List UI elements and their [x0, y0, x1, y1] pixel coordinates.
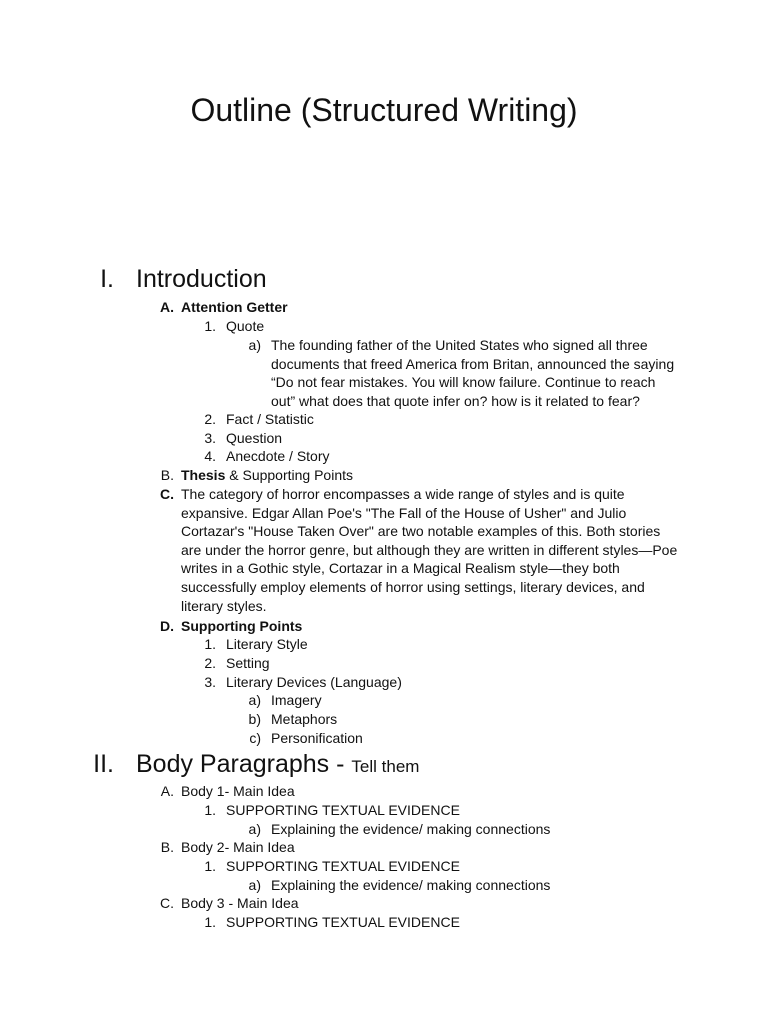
section-heading: Body Paragraphs - [136, 750, 352, 778]
thesis-label: Thesis [181, 467, 226, 483]
outline-item-thesis-statement [0, 485, 768, 617]
item-marker: A. [160, 783, 174, 799]
item-marker: a) [248, 337, 261, 353]
item-marker: a) [248, 877, 261, 893]
section-heading: Introduction [136, 265, 267, 293]
section-marker: I. [100, 265, 114, 293]
item-label: Imagery [271, 692, 322, 708]
item-label: Question [226, 430, 283, 446]
item-marker: 1. [204, 858, 216, 874]
item-label: SUPPORTING TEXTUAL EVIDENCE [226, 914, 460, 930]
item-label: Anecdote / Story [226, 448, 330, 464]
section-marker: II. [93, 750, 114, 778]
paragraph-line: expansive. Edgar Allan Poe's "The Fall of the House of Usher" and Julio [181, 504, 627, 521]
item-marker: 3. [204, 430, 216, 446]
item-marker: B. [160, 467, 174, 483]
item-marker: C. [160, 486, 174, 502]
item-label: Supporting Points [181, 618, 303, 634]
item-marker: c) [249, 730, 261, 746]
paragraph-line: out” what does that quote infer on? how is it related to fear? [271, 392, 640, 409]
paragraph-line: “Do not fear mistakes. You will know failure. Continue to reach [271, 374, 656, 391]
item-marker: 2. [204, 655, 216, 671]
item-marker: 3. [204, 674, 216, 690]
item-marker: A. [160, 299, 174, 315]
item-marker: 1. [204, 802, 216, 818]
paragraph-line: Cortazar's "House Taken Over" are two notable examples of this. Both stories [181, 523, 661, 540]
paragraph-line: successfully employ elements of horror using settings, literary devices, and [181, 579, 645, 595]
item-label: Attention Getter [181, 299, 288, 315]
item-label: Body 3 - Main Idea [181, 895, 299, 911]
document-title: Outline (Structured Writing) [190, 92, 578, 128]
item-marker: 1. [204, 914, 216, 930]
item-label: Setting [226, 655, 270, 671]
item-label: Explaining the evidence/ making connections [271, 821, 551, 837]
item-label: Personification [271, 730, 363, 746]
item-marker: a) [248, 692, 261, 708]
item-label: Literary Devices (Language) [226, 674, 402, 690]
item-marker: C. [160, 895, 174, 911]
paragraph-line: writes in a Gothic style, Cortazar in a Magical Realism style—they both [181, 560, 620, 577]
item-label: Fact / Statistic [226, 411, 314, 427]
item-label: Body 2- Main Idea [181, 839, 295, 855]
paragraph-line: The founding father of the United States who signed all three [271, 337, 648, 353]
item-marker: 1. [204, 318, 216, 334]
item-marker: b) [248, 711, 261, 727]
item-label: Explaining the evidence/ making connections [271, 877, 551, 893]
item-marker: D. [160, 618, 174, 634]
item-label: Literary Style [226, 636, 308, 652]
item-label: SUPPORTING TEXTUAL EVIDENCE [226, 802, 460, 818]
section-subheading: Tell them [351, 757, 420, 776]
paragraph-line: literary styles. [181, 597, 267, 614]
paragraph-line: The category of horror encompasses a wide range of styles and is quite [181, 486, 625, 502]
paragraph-line: documents that freed America from Britan, announced the saying [271, 355, 675, 372]
supporting-points-label: & Supporting Points [225, 467, 353, 483]
item-label: Metaphors [271, 711, 338, 727]
item-label: Quote [226, 318, 265, 334]
item-marker: 1. [204, 636, 216, 652]
item-marker: B. [160, 839, 174, 855]
item-marker: 4. [204, 448, 216, 464]
item-label: SUPPORTING TEXTUAL EVIDENCE [226, 858, 460, 874]
item-label: Body 1- Main Idea [181, 783, 295, 799]
outline-item-quote-text [0, 336, 768, 410]
paragraph-line: are under the horror genre, but although they are written in different styles—Poe [181, 541, 678, 558]
item-marker: 2. [204, 411, 216, 427]
item-marker: a) [248, 821, 261, 837]
